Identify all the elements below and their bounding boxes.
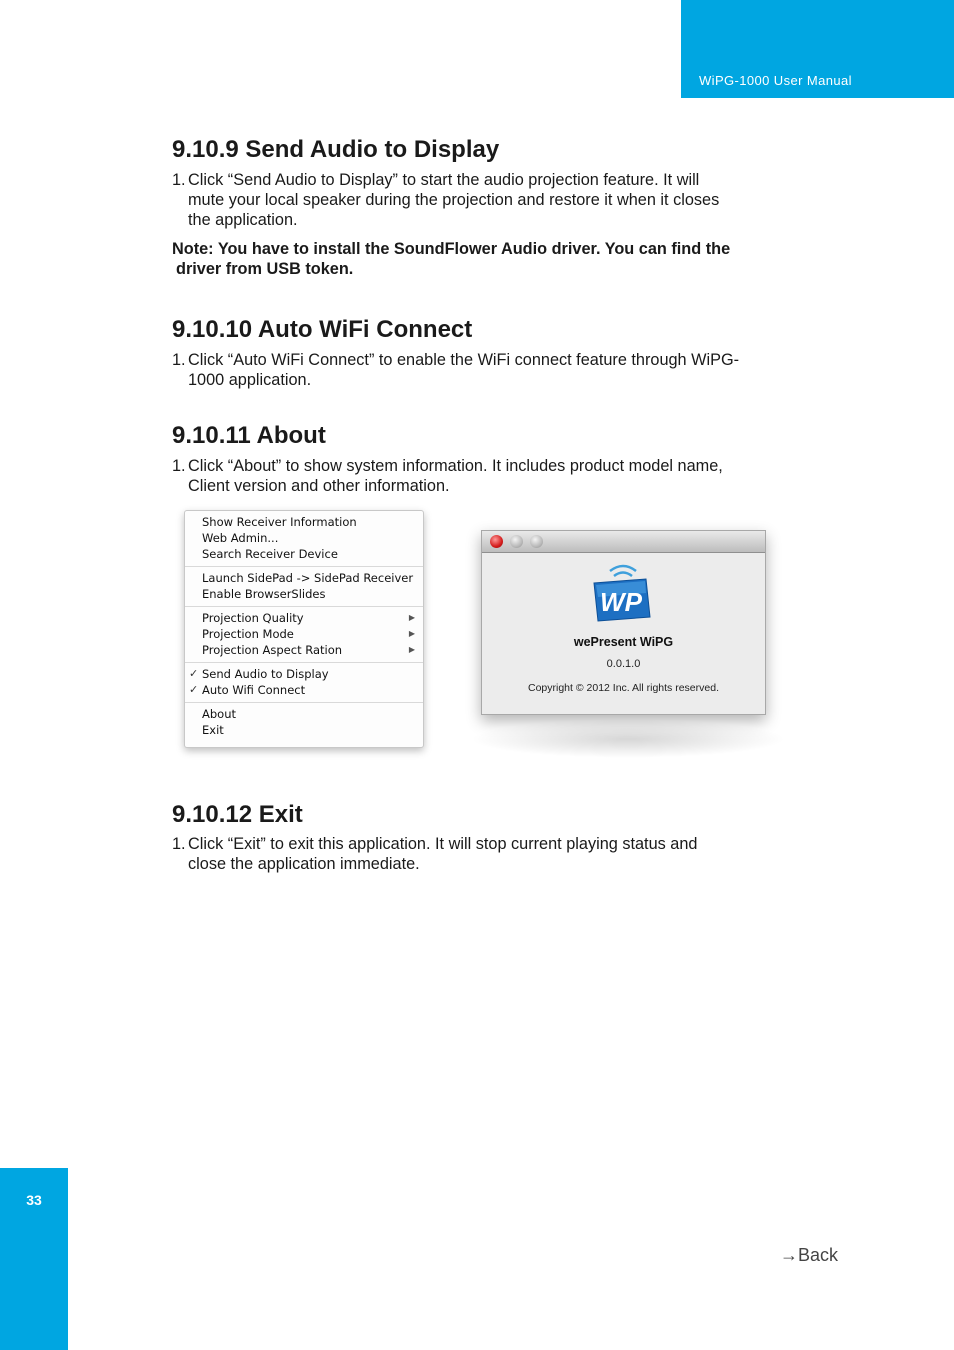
menu-item-label: Enable BrowserSlides <box>202 587 326 601</box>
menu-item-enable-browserslides[interactable] <box>185 586 423 602</box>
menu-item-auto-wifi[interactable] <box>185 682 423 698</box>
menu-item-label: Auto Wifi Connect <box>202 683 306 697</box>
app-version: 0.0.1.0 <box>606 658 641 670</box>
menu-item-web-admin[interactable] <box>185 530 423 546</box>
submenu-arrow-icon: ▶ <box>408 629 415 638</box>
text-line: Click “Send Audio to Display” to start the audio projection feature. It will <box>188 171 700 189</box>
menu-item-projection-mode[interactable] <box>185 626 423 642</box>
menu-item-label: Exit <box>202 723 224 737</box>
submenu-arrow-icon: ▶ <box>408 645 415 654</box>
dialog-shadow <box>470 720 786 758</box>
section-exit-text <box>172 834 840 874</box>
list-number: 1. <box>172 171 186 189</box>
close-icon[interactable] <box>490 535 503 548</box>
section-about-text <box>172 456 840 496</box>
page-number: 33 <box>26 1192 42 1208</box>
copyright-text: Copyright © 2012 Inc. All rights reserved. <box>528 682 719 694</box>
note-line: Note: You have to install the SoundFlower Audio driver. You can find the <box>172 240 731 258</box>
text-line: Click “Auto WiFi Connect” to enable the WiFi connect feature through WiPG- <box>188 351 740 369</box>
section-send-audio-text <box>172 170 840 230</box>
menu-item-send-audio[interactable] <box>185 666 423 682</box>
menu-group-app <box>185 703 423 742</box>
menu-item-label: Launch SidePad -> SidePad Receiver <box>202 571 414 585</box>
text-line: Client version and other information. <box>188 477 450 495</box>
list-number: 1. <box>172 457 186 475</box>
text-line: Click “Exit” to exit this application. It will stop current playing status and <box>188 835 698 853</box>
header-bar <box>681 0 954 98</box>
menu-item-about[interactable] <box>185 706 423 722</box>
menu-item-label: Projection Aspect Ration <box>202 643 343 657</box>
menu-item-label: About <box>202 707 237 721</box>
menu-item-label: Projection Mode <box>202 627 294 641</box>
menu-item-label: Projection Quality <box>202 611 304 625</box>
checkmark-icon: ✓ <box>189 683 199 696</box>
text-line: close the application immediate. <box>188 855 420 873</box>
menu-group-projection <box>185 607 423 663</box>
menu-group-receiver <box>185 511 423 567</box>
menu-item-search-receiver[interactable] <box>185 546 423 562</box>
manual-title: WiPG-1000 User Manual <box>699 73 852 88</box>
minimize-icon[interactable] <box>510 535 523 548</box>
menu-item-launch-sidepad[interactable] <box>185 570 423 586</box>
menu-group-toggles <box>185 663 423 703</box>
menu-item-label: Show Receiver Information <box>202 515 357 529</box>
checkmark-icon: ✓ <box>189 667 199 680</box>
menu-item-label: Search Receiver Device <box>202 547 338 561</box>
menu-item-label: Send Audio to Display <box>202 667 329 681</box>
menu-group-sidepad <box>185 567 423 607</box>
submenu-arrow-icon: ▶ <box>408 613 415 622</box>
wepresent-logo-icon <box>590 563 656 625</box>
text-line: 1000 application. <box>188 371 312 389</box>
zoom-icon[interactable] <box>530 535 543 548</box>
section-title-send-audio: 9.10.9 Send Audio to Display <box>172 136 500 163</box>
back-link[interactable]: →Back <box>780 1245 839 1265</box>
menu-item-label: Web Admin... <box>202 531 279 545</box>
logo-text: WP <box>600 587 642 617</box>
menu-item-show-receiver-info[interactable] <box>185 514 423 530</box>
section-auto-wifi-text <box>172 350 840 390</box>
menu-item-projection-aspect[interactable] <box>185 642 423 658</box>
text-line: Click “About” to show system information. It includes product model name, <box>188 457 723 475</box>
menu-item-projection-quality[interactable] <box>185 610 423 626</box>
page-tab <box>0 1168 68 1350</box>
note-soundflower <box>172 239 840 279</box>
section-title-about: 9.10.11 About <box>172 422 326 449</box>
tray-menu <box>184 510 424 748</box>
text-line: the application. <box>188 211 298 229</box>
list-number: 1. <box>172 835 186 853</box>
app-name: wePresent WiPG <box>573 635 674 649</box>
section-title-auto-wifi: 9.10.10 Auto WiFi Connect <box>172 316 473 343</box>
menu-item-exit[interactable] <box>185 722 423 738</box>
text-line: mute your local speaker during the projection and restore it when it closes <box>188 191 720 209</box>
section-title-exit: 9.10.12 Exit <box>172 801 303 828</box>
note-line: driver from USB token. <box>176 260 354 278</box>
about-dialog <box>481 530 766 715</box>
list-number: 1. <box>172 351 186 369</box>
dialog-titlebar[interactable] <box>482 531 765 553</box>
